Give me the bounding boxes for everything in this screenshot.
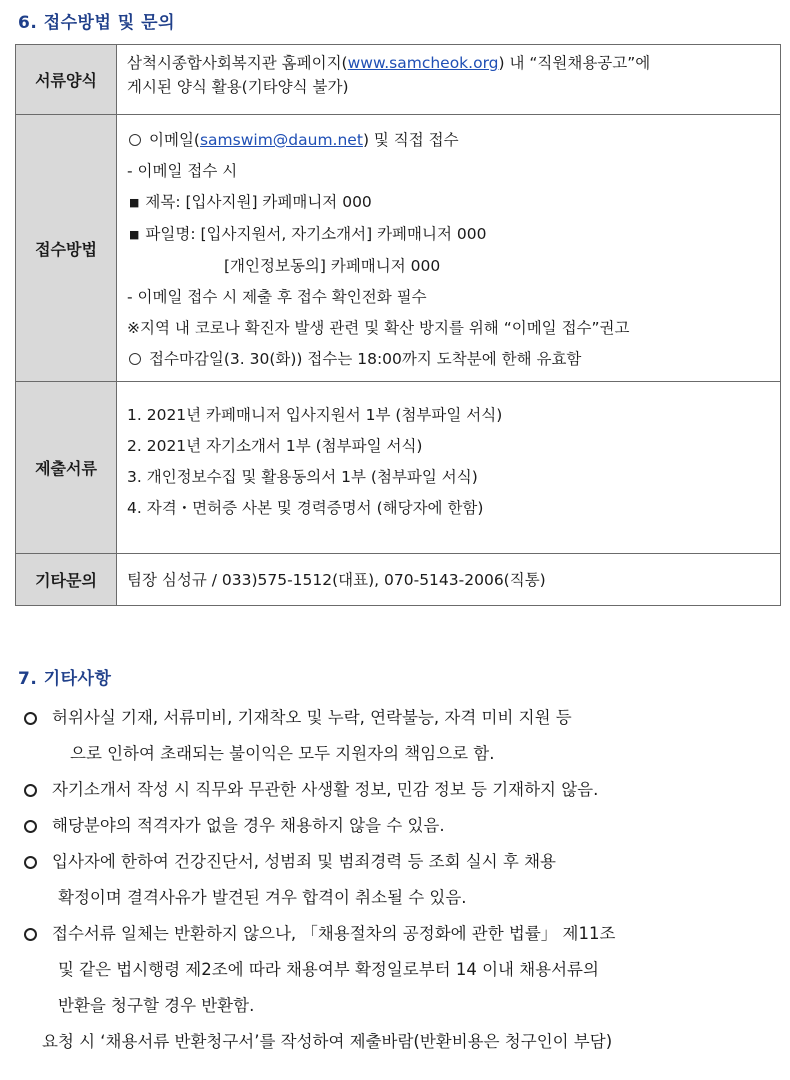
label-contact: 기타문의 — [16, 554, 117, 606]
circle-bullet-icon — [24, 856, 37, 869]
method-line2: - 이메일 접수 시 — [127, 162, 238, 180]
content-method — [117, 115, 781, 382]
content-form — [117, 45, 781, 115]
section-7-title: 7. 기타사항 — [18, 669, 112, 689]
circle-bullet-icon — [24, 928, 37, 941]
circle-bullet-icon — [129, 353, 141, 365]
doc-item: 3. 개인정보수집 및 활용동의서 1부 (첨부파일 서식) — [127, 468, 478, 486]
row-method — [16, 115, 781, 382]
note-line: 자기소개서 작성 시 직무와 무관한 사생활 정보, 민감 정보 등 기재하지 않음. — [52, 780, 599, 799]
doc-item: 2. 2021년 자기소개서 1부 (첨부파일 서식) — [127, 437, 423, 455]
method-line1-pre: 이메일( — [149, 131, 200, 149]
content-docs — [117, 382, 781, 554]
note-line: 및 같은 법시행령 제2조에 따라 채용여부 확정일로부터 14 이내 채용서류의 — [58, 960, 599, 979]
note-line: 으로 인하여 초래되는 불이익은 모두 지원자의 책임으로 함. — [70, 744, 495, 763]
method-line1-post: ) 및 직접 접수 — [362, 131, 459, 149]
label-docs: 제출서류 — [16, 382, 117, 554]
circle-bullet-icon — [24, 820, 37, 833]
note-line: 반환을 청구할 경우 반환함. — [58, 996, 255, 1015]
doc-item: 4. 자격・면허증 사본 및 경력증명서 (해당자에 한함) — [127, 499, 484, 517]
content-contact: 팀장 심성규 / 033)575-1512(대표), 070-5143-2006(직통) — [117, 554, 781, 606]
list-item — [22, 772, 782, 808]
row-docs — [16, 382, 781, 554]
circle-bullet-icon — [129, 134, 141, 146]
form-line1-pre: 삼척시종합사회복지관 홈페이지( — [127, 54, 348, 72]
method-line7: ※지역 내 코로나 확진자 발생 관련 및 확산 방지를 위해 “이메일 접수”권고 — [127, 319, 630, 337]
list-item — [22, 844, 782, 916]
section-6-title: 6. 접수방법 및 문의 — [18, 13, 175, 33]
note-line: 확정이며 결격사유가 발견된 겨우 합격이 취소될 수 있음. — [58, 888, 467, 907]
list-item — [22, 700, 782, 772]
square-bullet-icon: ■ — [129, 228, 140, 241]
label-method: 접수방법 — [16, 115, 117, 382]
method-line8: 접수마감일(3. 30(화)) 접수는 18:00까지 도착분에 한해 유효함 — [149, 350, 582, 368]
note-line: 입사자에 한하여 건강진단서, 성범죄 및 범죄경력 등 조회 실시 후 채용 — [52, 852, 556, 871]
note-line: 허위사실 기재, 서류미비, 기재착오 및 누락, 연락불능, 자격 미비 지원 등 — [52, 708, 572, 727]
label-form: 서류양식 — [16, 45, 117, 115]
circle-bullet-icon — [24, 712, 37, 725]
doc-item: 1. 2021년 카페매니저 입사지원서 1부 (첨부파일 서식) — [127, 406, 503, 424]
square-bullet-icon: ■ — [129, 196, 140, 209]
method-line6: - 이메일 접수 시 제출 후 접수 확인전화 필수 — [127, 288, 427, 306]
row-form — [16, 45, 781, 115]
homepage-link[interactable]: www.samcheok.org — [347, 54, 499, 72]
method-line5: [개인정보동의] 카페매니저 000 — [224, 257, 441, 275]
note-line: 접수서류 일체는 반환하지 않으나, 「채용절차의 공정화에 관한 법률」 제11조 — [52, 924, 616, 943]
application-info-table — [15, 44, 781, 606]
note-line: 해당분야의 적격자가 없을 경우 채용하지 않을 수 있음. — [52, 816, 445, 835]
method-line4: 파일명: [입사지원서, 자기소개서] 카페매니저 000 — [145, 225, 487, 243]
email-link[interactable]: samswim@daum.net — [199, 131, 363, 149]
row-contact — [16, 554, 781, 606]
notes-list — [22, 700, 782, 1060]
note-extra: 요청 시 ‘채용서류 반환청구서’를 작성하여 제출바람(반환비용은 청구인이 부담) — [42, 1032, 613, 1051]
circle-bullet-icon — [24, 784, 37, 797]
form-line2: 게시된 양식 활용(기타양식 불가) — [127, 78, 349, 96]
list-item — [22, 808, 782, 844]
form-line1-post: ) 내 “직원채용공고”에 — [498, 54, 651, 72]
method-line3: 제목: [입사지원] 카페매니저 000 — [145, 193, 372, 211]
list-item — [22, 916, 782, 1024]
